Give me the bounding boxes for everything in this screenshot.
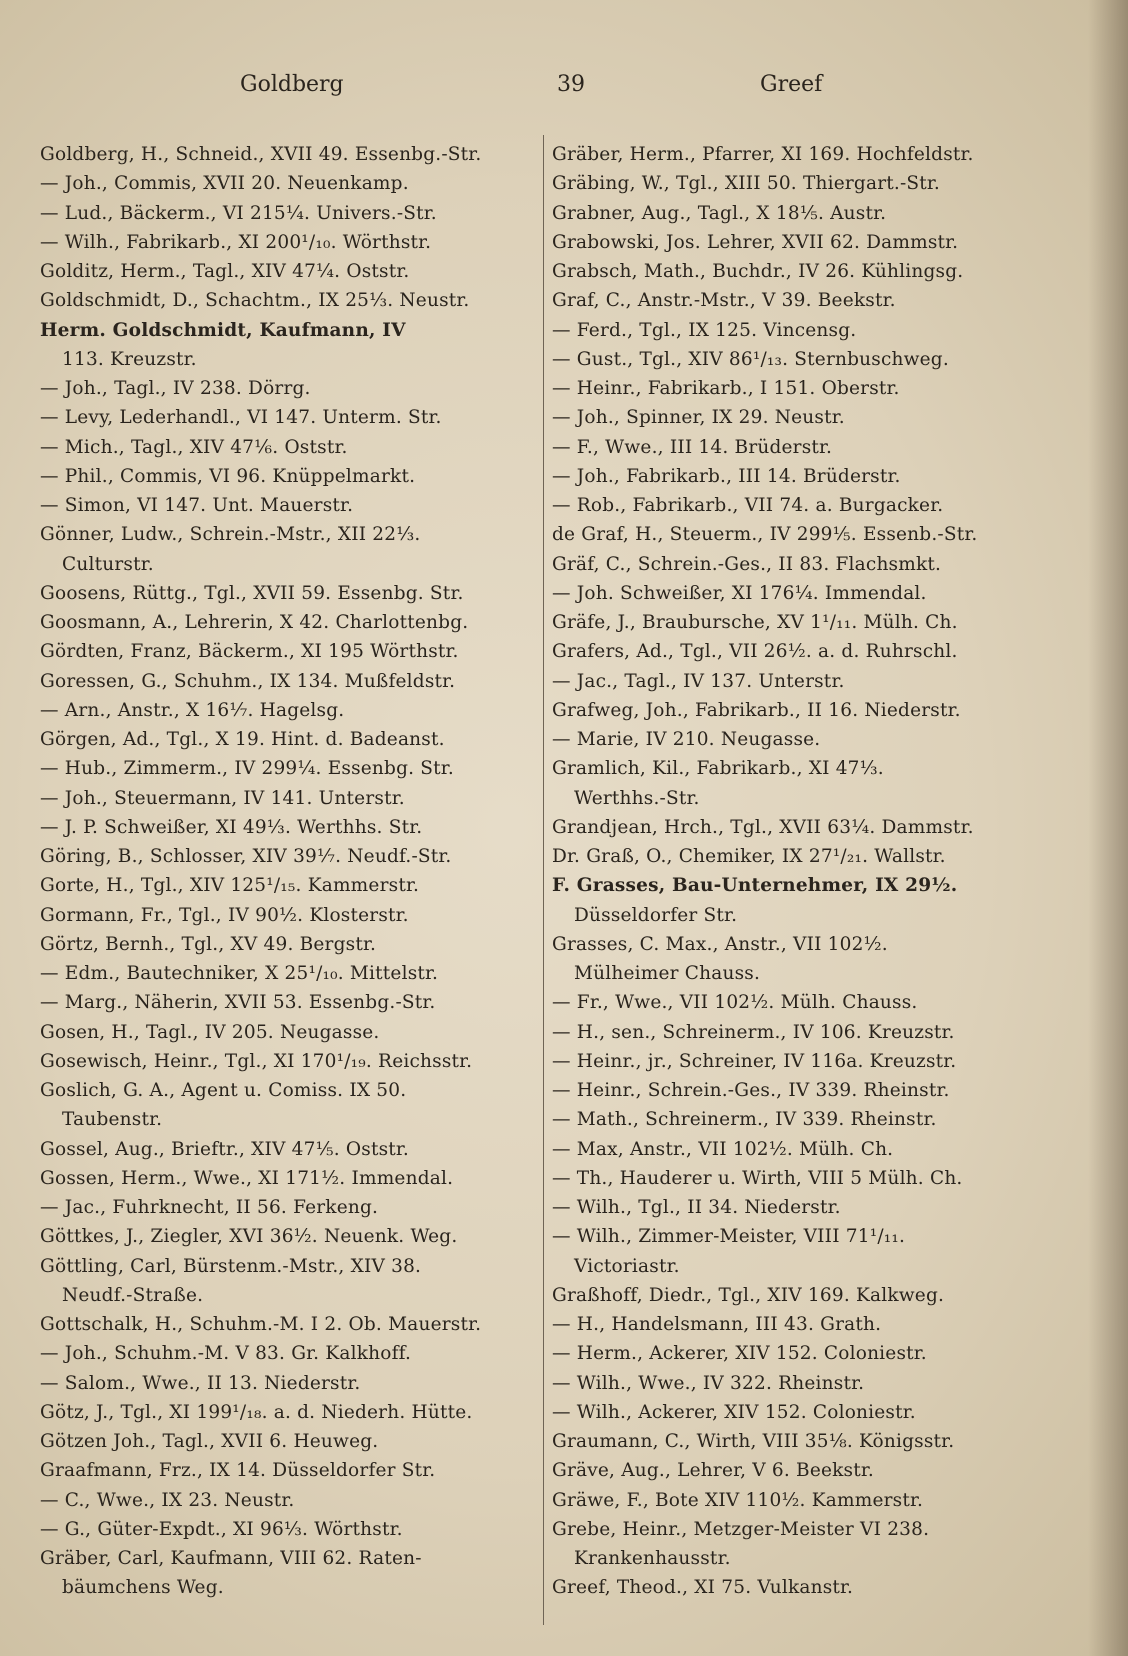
directory-entry-line: Dr. Graß, O., Chemiker, IX 27¹/₂₁. Wallstr. <box>552 846 946 867</box>
directory-entry-line: Grafers, Ad., Tgl., VII 26½. a. d. Ruhrschl. <box>552 641 958 663</box>
directory-entry-line: — Heinr., Schrein.-Ges., IV 339. Rheinstr. <box>552 1080 950 1101</box>
directory-entry-line: — Wilh., Ackerer, XIV 152. Coloniestr. <box>552 1401 916 1423</box>
directory-entry-line: Goosens, Rüttg., Tgl., XVII 59. Essenbg. Str. <box>40 582 464 604</box>
directory-entry-line: — Salom., Wwe., II 13. Niederstr. <box>40 1372 361 1394</box>
directory-entry-line: — F., Wwe., III 14. Brüderstr. <box>552 436 833 458</box>
directory-entry-line: Graafmann, Frz., IX 14. Düsseldorfer Str. <box>40 1460 436 1482</box>
directory-entry-line: Grabner, Aug., Tagl., X 18⅕. Austr. <box>552 202 887 224</box>
directory-entry-line: — Wilh., Wwe., IV 322. Rheinstr. <box>552 1372 865 1394</box>
directory-entry-line: — Wilh., Zimmer-Meister, VIII 71¹/₁₁. <box>552 1226 906 1248</box>
directory-entry-line: Götz, J., Tgl., XI 199¹/₁₈. a. d. Niederh. Hütte. <box>40 1401 473 1423</box>
directory-entry-line: Graßhoff, Diedr., Tgl., XIV 169. Kalkweg. <box>552 1284 945 1306</box>
directory-entry-line: Grafweg, Joh., Fabrikarb., II 16. Niederstr. <box>552 699 961 721</box>
directory-entry-line: — Wilh., Fabrikarb., XI 200¹/₁₀. Wörthstr. <box>40 231 432 253</box>
directory-entry-line: Grandjean, Hrch., Tgl., XVII 63¼. Dammstr. <box>552 816 974 838</box>
directory-entry-line: — H., Handelsmann, III 43. Grath. <box>552 1314 882 1335</box>
page-number: 39 <box>557 72 585 97</box>
directory-entry-line: Gossen, Herm., Wwe., XI 171½. Immendal. <box>40 1167 454 1189</box>
directory-entry-line: — Arn., Anstr., X 16⅐. Hagelsg. <box>40 699 345 721</box>
directory-entry-line: 113. Kreuzstr. <box>62 348 197 370</box>
header-left-catchword: Goldberg <box>240 72 344 97</box>
directory-entry-line: Götzen Joh., Tagl., XVII 6. Heuweg. <box>40 1431 379 1452</box>
directory-entry-line: Görtz, Bernh., Tgl., XV 49. Bergstr. <box>40 933 377 955</box>
directory-entry-line: Gräfe, J., Braubursche, XV 1¹/₁₁. Mülh. Ch. <box>552 612 958 633</box>
column-divider <box>543 135 544 1625</box>
directory-entry-line: — Joh., Spinner, IX 29. Neustr. <box>552 407 845 429</box>
directory-entry-line: — Simon, VI 147. Unt. Mauerstr. <box>40 495 354 516</box>
directory-entry-line: Goslich, G. A., Agent u. Comiss. IX 50. <box>40 1080 407 1101</box>
directory-entry-line: — Joh., Schuhm.-M. V 83. Gr. Kalkhoff. <box>40 1343 412 1365</box>
directory-entry-line: Goldberg, H., Schneid., XVII 49. Essenbg.-Str. <box>40 144 482 165</box>
directory-entry-line: Gräve, Aug., Lehrer, V 6. Beekstr. <box>552 1460 874 1482</box>
directory-entry-line: Göring, B., Schlosser, XIV 39⅐. Neudf.-Str. <box>40 846 452 867</box>
directory-entry-line: bäumchens Weg. <box>62 1577 224 1599</box>
directory-entry-line: — Joh. Schweißer, XI 176¼. Immendal. <box>552 582 927 604</box>
directory-entry-line: — G., Güter-Expdt., XI 96⅓. Wörthstr. <box>40 1518 403 1540</box>
directory-entry-line: — Lud., Bäckerm., VI 215¼. Univers.-Str. <box>40 202 437 224</box>
directory-entry-line: Goldschmidt, D., Schachtm., IX 25⅓. Neustr. <box>40 290 470 312</box>
directory-entry-line: Gräwe, F., Bote XIV 110½. Kammerstr. <box>552 1489 924 1511</box>
directory-entry-line: — Fr., Wwe., VII 102½. Mülh. Chauss. <box>552 992 918 1014</box>
directory-entry-line: Göttling, Carl, Bürstenm.-Mstr., XIV 38. <box>40 1255 422 1277</box>
directory-entry-line: Gorte, H., Tgl., XIV 125¹/₁₅. Kammerstr. <box>40 875 420 897</box>
directory-entry-line: — Heinr., jr., Schreiner, IV 116a. Kreuzstr. <box>552 1050 957 1072</box>
directory-entry-line: Grebe, Heinr., Metzger-Meister VI 238. <box>552 1518 930 1540</box>
directory-entry-line: Grabowski, Jos. Lehrer, XVII 62. Dammstr. <box>552 231 959 253</box>
directory-entry-line: F. Grasses, Bau-Unternehmer, IX 29½. <box>552 875 958 897</box>
directory-entry-line: — Rob., Fabrikarb., VII 74. a. Burgacker. <box>552 495 944 516</box>
directory-entry-line: Culturstr. <box>62 553 154 575</box>
right-column <box>552 140 1064 1603</box>
directory-entry-line: — Jac., Fuhrknecht, II 56. Ferkeng. <box>40 1197 379 1218</box>
page-header <box>30 72 1100 112</box>
directory-entry-line: Grabsch, Math., Buchdr., IV 26. Kühlingsg. <box>552 261 964 282</box>
directory-entry-line: Gräbing, W., Tgl., XIII 50. Thiergart.-Str. <box>552 173 941 195</box>
directory-entry-line: Düsseldorfer Str. <box>574 904 738 926</box>
directory-entry-line: — Marie, IV 210. Neugasse. <box>552 729 821 750</box>
directory-entry-line: Gramlich, Kil., Fabrikarb., XI 47⅓. <box>552 758 884 780</box>
left-column <box>40 140 540 1603</box>
directory-entry-line: — Heinr., Fabrikarb., I 151. Oberstr. <box>552 378 900 399</box>
directory-entry-line: Göttkes, J., Ziegler, XVI 36½. Neuenk. Weg. <box>40 1226 458 1248</box>
directory-entry-line: — Gust., Tgl., XIV 86¹/₁₃. Sternbuschweg. <box>552 348 949 370</box>
directory-entry-line: Gräber, Carl, Kaufmann, VIII 62. Raten- <box>40 1548 422 1569</box>
directory-entry-line: — Herm., Ackerer, XIV 152. Coloniestr. <box>552 1343 927 1365</box>
directory-entry-line: — Ferd., Tgl., IX 125. Vincensg. <box>552 319 857 341</box>
directory-entry-line: Grasses, C. Max., Anstr., VII 102½. <box>552 933 888 955</box>
directory-entry-line: Neudf.-Straße. <box>62 1284 204 1306</box>
directory-entry-line: — Edm., Bautechniker, X 25¹/₁₀. Mittelstr. <box>40 963 439 984</box>
directory-entry-line: Taubenstr. <box>62 1109 163 1131</box>
directory-entry-line: Graf, C., Anstr.-Mstr., V 39. Beekstr. <box>552 290 896 312</box>
header-right-catchword: Greef <box>760 72 823 97</box>
directory-entry-line: — Levy, Lederhandl., VI 147. Unterm. Str. <box>40 407 442 429</box>
directory-entry-line: Herm. Goldschmidt, Kaufmann, IV <box>40 319 406 341</box>
directory-entry-line: — Mich., Tagl., XIV 47⅙. Oststr. <box>40 436 348 458</box>
directory-entry-line: Victoriastr. <box>574 1255 680 1277</box>
directory-entry-line: — J. P. Schweißer, XI 49⅓. Werthhs. Str. <box>40 816 423 838</box>
directory-entry-line: — Wilh., Tgl., II 34. Niederstr. <box>552 1197 841 1218</box>
directory-entry-line: Gosen, H., Tagl., IV 205. Neugasse. <box>40 1021 380 1043</box>
directory-entry-line: Gönner, Ludw., Schrein.-Mstr., XII 22⅓. <box>40 524 421 546</box>
directory-entry-line: de Graf, H., Steuerm., IV 299⅕. Essenb.-Str. <box>552 524 978 546</box>
directory-entry-line: Gormann, Fr., Tgl., IV 90½. Klosterstr. <box>40 904 409 926</box>
directory-entry-line: Krankenhausstr. <box>574 1548 731 1569</box>
directory-entry-line: Gräber, Herm., Pfarrer, XI 169. Hochfeldstr. <box>552 144 974 165</box>
directory-entry-line: Greef, Theod., XI 75. Vulkanstr. <box>552 1577 854 1599</box>
directory-entry-line: Goressen, G., Schuhm., IX 134. Mußfeldstr. <box>40 670 456 692</box>
directory-entry-line: — Hub., Zimmerm., IV 299¼. Essenbg. Str. <box>40 758 454 780</box>
directory-entry-line: Werthhs.-Str. <box>574 787 700 809</box>
directory-entry-line: Graumann, C., Wirth, VIII 35⅛. Königsstr. <box>552 1431 955 1452</box>
directory-entry-line: — Math., Schreinerm., IV 339. Rheinstr. <box>552 1109 937 1131</box>
directory-entry-line: — Jac., Tagl., IV 137. Unterstr. <box>552 670 845 692</box>
directory-entry-line: Görgen, Ad., Tgl., X 19. Hint. d. Badeanst. <box>40 729 445 750</box>
directory-entry-line: — C., Wwe., IX 23. Neustr. <box>40 1489 295 1511</box>
directory-entry-line: Gottschalk, H., Schuhm.-M. I 2. Ob. Mauerstr. <box>40 1314 482 1335</box>
directory-entry-line: — Joh., Steuermann, IV 141. Unterstr. <box>40 787 405 809</box>
directory-entry-line: Mülheimer Chauss. <box>574 963 761 984</box>
directory-entry-line: Gördten, Franz, Bäckerm., XI 195 Wörthstr. <box>40 641 459 663</box>
directory-entry-line: — Joh., Commis, XVII 20. Neuenkamp. <box>40 173 409 195</box>
directory-entry-line: — Joh., Fabrikarb., III 14. Brüderstr. <box>552 465 901 487</box>
directory-entry-line: — Joh., Tagl., IV 238. Dörrg. <box>40 378 311 399</box>
directory-entry-line: Gossel, Aug., Brieftr., XIV 47⅕. Oststr. <box>40 1138 409 1160</box>
directory-entry-line: — Max, Anstr., VII 102½. Mülh. Ch. <box>552 1138 894 1160</box>
directory-entry-line: Gräf, C., Schrein.-Ges., II 83. Flachsmkt. <box>552 553 942 575</box>
directory-entry-line: — Marg., Näherin, XVII 53. Essenbg.-Str. <box>40 992 436 1014</box>
directory-entry-line: Goosmann, A., Lehrerin, X 42. Charlottenbg. <box>40 612 469 633</box>
page-edge-shadow <box>1088 0 1128 1656</box>
directory-entry-line: — Phil., Commis, VI 96. Knüppelmarkt. <box>40 465 416 487</box>
directory-entry-line: — Th., Hauderer u. Wirth, VIII 5 Mülh. Ch. <box>552 1167 963 1189</box>
directory-entry-line: — H., sen., Schreinerm., IV 106. Kreuzstr. <box>552 1021 955 1043</box>
directory-entry-line: Golditz, Herm., Tagl., XIV 47¼. Oststr. <box>40 261 410 282</box>
directory-entry-line: Gosewisch, Heinr., Tgl., XI 170¹/₁₉. Reichsstr. <box>40 1050 473 1072</box>
